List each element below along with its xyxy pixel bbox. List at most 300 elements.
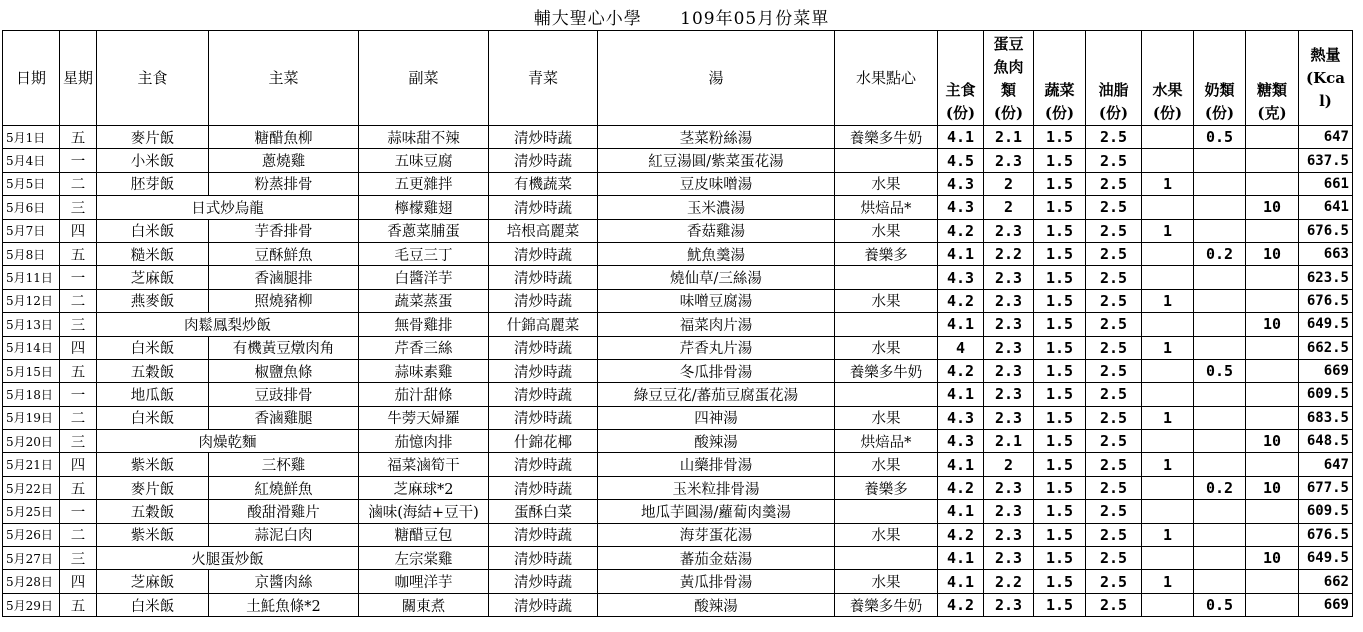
side-dish-cell: 五更雜拌 (359, 172, 489, 195)
protein-cell: 2 (984, 196, 1034, 219)
greens-cell: 清炒時蔬 (489, 242, 598, 265)
grains-cell: 4.5 (938, 149, 984, 172)
soup-cell: 芹香丸片湯 (598, 336, 835, 359)
staple-cell: 五穀飯 (97, 359, 209, 382)
side-dish-cell: 咖哩洋芋 (359, 570, 489, 593)
staple-cell: 麥片飯 (97, 476, 209, 499)
fruit-snack-cell: 養樂多 (835, 476, 938, 499)
date-cell: 5月11日 (3, 266, 60, 289)
oils-cell: 2.5 (1086, 570, 1142, 593)
header-sugar-line: 糖類 (1256, 81, 1287, 99)
greens-cell: 清炒時蔬 (489, 126, 598, 149)
weekday-cell: 五 (60, 359, 97, 382)
header-dairy-line: 奶類 (1204, 81, 1235, 99)
side-dish-cell: 芹香三絲 (359, 336, 489, 359)
header-grains-line: 主食 (945, 81, 976, 99)
table-row (3, 266, 1353, 289)
grains-cell: 4.2 (938, 523, 984, 546)
sugar-cell (1246, 453, 1299, 476)
protein-cell: 2.3 (984, 266, 1034, 289)
calories-cell: 676.5 (1299, 219, 1353, 242)
weekday-cell: 四 (60, 219, 97, 242)
soup-cell: 香菇雞湯 (598, 219, 835, 242)
vegetables-cell: 1.5 (1034, 242, 1086, 265)
side-dish-cell: 檸檬雞翅 (359, 196, 489, 219)
date-cell: 5月22日 (3, 476, 60, 499)
soup-cell: 四神湯 (598, 406, 835, 429)
fruit-snack-cell: 水果 (835, 406, 938, 429)
dairy-cell (1194, 219, 1246, 242)
oils-cell: 2.5 (1086, 126, 1142, 149)
soup-cell: 蕃茄金菇湯 (598, 547, 835, 570)
main-dish-cell: 三杯雞 (209, 453, 359, 476)
soup-cell: 玉米濃湯 (598, 196, 835, 219)
sugar-cell (1246, 523, 1299, 546)
weekday-cell: 四 (60, 570, 97, 593)
sugar-cell (1246, 500, 1299, 523)
date-cell: 5月1日 (3, 126, 60, 149)
vegetables-cell: 1.5 (1034, 172, 1086, 195)
soup-cell: 豆皮味噌湯 (598, 172, 835, 195)
soup-cell: 冬瓜排骨湯 (598, 359, 835, 382)
dairy-cell (1194, 313, 1246, 336)
sugar-cell (1246, 126, 1299, 149)
protein-cell: 2.3 (984, 523, 1034, 546)
protein-cell: 2 (984, 172, 1034, 195)
greens-cell: 什錦高麗菜 (489, 313, 598, 336)
fruits-cell: 1 (1142, 336, 1194, 359)
vegetables-cell: 1.5 (1034, 500, 1086, 523)
fruit-snack-cell: 養樂多 (835, 242, 938, 265)
header-fruit-snack: 水果點心 (835, 31, 938, 126)
protein-cell: 2.2 (984, 570, 1034, 593)
grains-cell: 4.2 (938, 476, 984, 499)
staple-cell: 紫米飯 (97, 453, 209, 476)
weekday-cell: 一 (60, 383, 97, 406)
greens-cell: 清炒時蔬 (489, 523, 598, 546)
side-dish-cell: 蔬菜蒸蛋 (359, 289, 489, 312)
calories-cell: 677.5 (1299, 476, 1353, 499)
greens-cell: 清炒時蔬 (489, 547, 598, 570)
main-dish-cell: 紅燒鮮魚 (209, 476, 359, 499)
weekday-cell: 二 (60, 406, 97, 429)
oils-cell: 2.5 (1086, 547, 1142, 570)
fruits-cell: 1 (1142, 406, 1194, 429)
calories-cell: 676.5 (1299, 289, 1353, 312)
table-row (3, 219, 1353, 242)
sugar-cell (1246, 289, 1299, 312)
soup-cell: 燒仙草/三絲湯 (598, 266, 835, 289)
header-calories-line: 熱量 (1310, 45, 1341, 64)
staple-main-cell: 肉鬆鳳梨炒飯 (97, 313, 359, 336)
protein-cell: 2.1 (984, 126, 1034, 149)
staple-cell: 糙米飯 (97, 242, 209, 265)
main-dish-cell: 酸甜滑雞片 (209, 500, 359, 523)
soup-cell: 綠豆豆花/蕃茄豆腐蛋花湯 (598, 383, 835, 406)
header-protein-line: 蛋豆 (993, 35, 1024, 53)
calories-cell: 669 (1299, 359, 1353, 382)
grains-cell: 4.2 (938, 219, 984, 242)
soup-cell: 茎菜粉絲湯 (598, 126, 835, 149)
greens-cell: 清炒時蔬 (489, 196, 598, 219)
header-grains (938, 31, 984, 126)
table-row (3, 289, 1353, 312)
fruit-snack-cell: 烘焙品* (835, 430, 938, 453)
table-row (3, 500, 1353, 523)
header-vegetables (1034, 31, 1086, 126)
fruit-snack-cell (835, 313, 938, 336)
staple-cell: 芝麻飯 (97, 266, 209, 289)
vegetables-cell: 1.5 (1034, 383, 1086, 406)
fruit-snack-cell: 水果 (835, 570, 938, 593)
grains-cell: 4.1 (938, 313, 984, 336)
weekday-cell: 三 (60, 313, 97, 336)
sugar-cell (1246, 383, 1299, 406)
vegetables-cell: 1.5 (1034, 430, 1086, 453)
greens-cell: 清炒時蔬 (489, 336, 598, 359)
dairy-cell: 0.5 (1194, 359, 1246, 382)
header-main-dish: 主菜 (209, 31, 359, 126)
fruits-cell: 1 (1142, 570, 1194, 593)
weekday-cell: 五 (60, 242, 97, 265)
protein-cell: 2.3 (984, 593, 1034, 616)
header-dairy (1194, 31, 1246, 126)
greens-cell: 清炒時蔬 (489, 289, 598, 312)
weekday-cell: 五 (60, 476, 97, 499)
calories-cell: 648.5 (1299, 430, 1353, 453)
side-dish-cell: 芝麻球*2 (359, 476, 489, 499)
dairy-cell (1194, 336, 1246, 359)
calories-cell: 676.5 (1299, 523, 1353, 546)
staple-main-cell: 日式炒烏龍 (97, 196, 359, 219)
grains-cell: 4.3 (938, 196, 984, 219)
protein-cell: 2.1 (984, 430, 1034, 453)
grains-cell: 4.2 (938, 359, 984, 382)
weekday-cell: 二 (60, 523, 97, 546)
staple-cell: 白米飯 (97, 336, 209, 359)
staple-cell: 麥片飯 (97, 126, 209, 149)
date-cell: 5月26日 (3, 523, 60, 546)
table-row (3, 453, 1353, 476)
staple-cell: 紫米飯 (97, 523, 209, 546)
fruits-cell (1142, 196, 1194, 219)
sugar-cell (1246, 406, 1299, 429)
vegetables-cell: 1.5 (1034, 547, 1086, 570)
soup-cell: 酸辣湯 (598, 593, 835, 616)
fruit-snack-cell: 水果 (835, 219, 938, 242)
header-side-dish: 副菜 (359, 31, 489, 126)
grains-cell: 4.3 (938, 430, 984, 453)
calories-cell: 663 (1299, 242, 1353, 265)
greens-cell: 培根高麗菜 (489, 219, 598, 242)
greens-cell: 清炒時蔬 (489, 383, 598, 406)
dairy-cell (1194, 570, 1246, 593)
date-cell: 5月25日 (3, 500, 60, 523)
vegetables-cell: 1.5 (1034, 219, 1086, 242)
header-calories-unit: l) (1319, 91, 1332, 110)
calories-cell: 641 (1299, 196, 1353, 219)
dairy-cell (1194, 196, 1246, 219)
staple-main-cell: 肉燥乾麵 (97, 430, 359, 453)
weekday-cell: 三 (60, 430, 97, 453)
sugar-cell: 10 (1246, 476, 1299, 499)
oils-cell: 2.5 (1086, 383, 1142, 406)
protein-cell: 2.3 (984, 383, 1034, 406)
greens-cell: 清炒時蔬 (489, 476, 598, 499)
staple-cell: 五穀飯 (97, 500, 209, 523)
header-oils (1086, 31, 1142, 126)
calories-cell: 661 (1299, 172, 1353, 195)
fruits-cell: 1 (1142, 219, 1194, 242)
staple-cell: 地瓜飯 (97, 383, 209, 406)
oils-cell: 2.5 (1086, 453, 1142, 476)
date-cell: 5月21日 (3, 453, 60, 476)
protein-cell: 2.3 (984, 219, 1034, 242)
soup-cell: 魷魚羹湯 (598, 242, 835, 265)
header-oils-unit: (份) (1098, 104, 1129, 122)
dairy-cell (1194, 406, 1246, 429)
header-protein (984, 31, 1034, 126)
sugar-cell (1246, 149, 1299, 172)
greens-cell: 清炒時蔬 (489, 359, 598, 382)
grains-cell: 4.1 (938, 242, 984, 265)
soup-cell: 紅豆湯圓/紫菜蛋花湯 (598, 149, 835, 172)
oils-cell: 2.5 (1086, 476, 1142, 499)
fruit-snack-cell (835, 266, 938, 289)
date-cell: 5月18日 (3, 383, 60, 406)
table-row (3, 149, 1353, 172)
table-row (3, 476, 1353, 499)
vegetables-cell: 1.5 (1034, 359, 1086, 382)
protein-cell: 2.3 (984, 476, 1034, 499)
fruits-cell: 1 (1142, 523, 1194, 546)
weekday-cell: 四 (60, 453, 97, 476)
main-dish-cell: 蒜泥白肉 (209, 523, 359, 546)
fruit-snack-cell: 養樂多牛奶 (835, 593, 938, 616)
grains-cell: 4.3 (938, 406, 984, 429)
grains-cell: 4.1 (938, 383, 984, 406)
weekday-cell: 二 (60, 289, 97, 312)
sugar-cell: 10 (1246, 313, 1299, 336)
fruit-snack-cell (835, 500, 938, 523)
grains-cell: 4.1 (938, 126, 984, 149)
staple-cell: 芝麻飯 (97, 570, 209, 593)
fruit-snack-cell (835, 547, 938, 570)
oils-cell: 2.5 (1086, 196, 1142, 219)
calories-cell: 649.5 (1299, 547, 1353, 570)
weekday-cell: 一 (60, 500, 97, 523)
main-dish-cell: 香滷腿排 (209, 266, 359, 289)
table-row (3, 126, 1353, 149)
table-row (3, 242, 1353, 265)
fruits-cell: 1 (1142, 172, 1194, 195)
vegetables-cell: 1.5 (1034, 126, 1086, 149)
dairy-cell (1194, 453, 1246, 476)
table-row (3, 313, 1353, 336)
table-row (3, 430, 1353, 453)
grains-cell: 4.2 (938, 593, 984, 616)
oils-cell: 2.5 (1086, 430, 1142, 453)
oils-cell: 2.5 (1086, 500, 1142, 523)
fruit-snack-cell: 水果 (835, 336, 938, 359)
main-dish-cell: 椒鹽魚條 (209, 359, 359, 382)
grains-cell: 4.1 (938, 547, 984, 570)
calories-cell: 647 (1299, 126, 1353, 149)
weekday-cell: 五 (60, 126, 97, 149)
weekday-cell: 三 (60, 196, 97, 219)
dairy-cell (1194, 500, 1246, 523)
side-dish-cell: 茄憶肉排 (359, 430, 489, 453)
dairy-cell (1194, 266, 1246, 289)
dairy-cell (1194, 430, 1246, 453)
header-fruits (1142, 31, 1194, 126)
vegetables-cell: 1.5 (1034, 313, 1086, 336)
grains-cell: 4.1 (938, 500, 984, 523)
fruits-cell (1142, 313, 1194, 336)
sugar-cell (1246, 359, 1299, 382)
fruit-snack-cell: 水果 (835, 453, 938, 476)
side-dish-cell: 福菜滷筍干 (359, 453, 489, 476)
calories-cell: 662.5 (1299, 336, 1353, 359)
greens-cell: 蛋酥白菜 (489, 500, 598, 523)
main-dish-cell: 京醬肉絲 (209, 570, 359, 593)
header-fruits-line: 水果 (1152, 81, 1183, 99)
date-cell: 5月14日 (3, 336, 60, 359)
header-date: 日期 (3, 31, 60, 126)
grains-cell: 4.2 (938, 289, 984, 312)
dairy-cell (1194, 289, 1246, 312)
sugar-cell (1246, 172, 1299, 195)
date-cell: 5月6日 (3, 196, 60, 219)
table-row (3, 593, 1353, 616)
greens-cell: 清炒時蔬 (489, 593, 598, 616)
calories-cell: 683.5 (1299, 406, 1353, 429)
fruits-cell (1142, 359, 1194, 382)
header-vegetables-line: 蔬菜 (1044, 81, 1075, 99)
calories-cell: 647 (1299, 453, 1353, 476)
sugar-cell (1246, 336, 1299, 359)
table-row (3, 196, 1353, 219)
date-cell: 5月29日 (3, 593, 60, 616)
sugar-cell (1246, 593, 1299, 616)
fruits-cell (1142, 430, 1194, 453)
main-dish-cell: 粉蒸排骨 (209, 172, 359, 195)
main-dish-cell: 糖醋魚柳 (209, 126, 359, 149)
main-dish-cell: 芋香排骨 (209, 219, 359, 242)
sugar-cell: 10 (1246, 430, 1299, 453)
side-dish-cell: 茄汁甜條 (359, 383, 489, 406)
header-oils-line: 油脂 (1098, 81, 1129, 99)
weekday-cell: 二 (60, 172, 97, 195)
soup-cell: 山藥排骨湯 (598, 453, 835, 476)
header-soup: 湯 (598, 31, 835, 126)
fruit-snack-cell: 水果 (835, 172, 938, 195)
page-title: 輔大聖心小學 109年05月份菜單 (533, 9, 830, 29)
oils-cell: 2.5 (1086, 149, 1142, 172)
header-fruits-unit: (份) (1152, 104, 1183, 122)
grains-cell: 4.1 (938, 570, 984, 593)
main-dish-cell: 照燒豬柳 (209, 289, 359, 312)
protein-cell: 2.3 (984, 406, 1034, 429)
soup-cell: 福菜肉片湯 (598, 313, 835, 336)
fruits-cell (1142, 126, 1194, 149)
protein-cell: 2.3 (984, 500, 1034, 523)
oils-cell: 2.5 (1086, 406, 1142, 429)
protein-cell: 2.3 (984, 336, 1034, 359)
fruits-cell (1142, 476, 1194, 499)
fruits-cell: 1 (1142, 289, 1194, 312)
sugar-cell (1246, 570, 1299, 593)
date-cell: 5月27日 (3, 547, 60, 570)
side-dish-cell: 蒜味素雞 (359, 359, 489, 382)
side-dish-cell: 蒜味甜不辣 (359, 126, 489, 149)
side-dish-cell: 毛豆三丁 (359, 242, 489, 265)
fruits-cell (1142, 149, 1194, 172)
fruit-snack-cell: 養樂多牛奶 (835, 126, 938, 149)
weekday-cell: 五 (60, 593, 97, 616)
greens-cell: 清炒時蔬 (489, 149, 598, 172)
fruits-cell (1142, 547, 1194, 570)
date-cell: 5月5日 (3, 172, 60, 195)
staple-cell: 白米飯 (97, 593, 209, 616)
oils-cell: 2.5 (1086, 219, 1142, 242)
table-row (3, 547, 1353, 570)
oils-cell: 2.5 (1086, 242, 1142, 265)
oils-cell: 2.5 (1086, 593, 1142, 616)
fruit-snack-cell (835, 149, 938, 172)
protein-cell: 2.3 (984, 313, 1034, 336)
protein-cell: 2.3 (984, 149, 1034, 172)
main-dish-cell: 豆酥鮮魚 (209, 242, 359, 265)
oils-cell: 2.5 (1086, 523, 1142, 546)
fruit-snack-cell: 水果 (835, 289, 938, 312)
sugar-cell: 10 (1246, 196, 1299, 219)
side-dish-cell: 左宗棠雞 (359, 547, 489, 570)
oils-cell: 2.5 (1086, 313, 1142, 336)
greens-cell: 清炒時蔬 (489, 453, 598, 476)
fruits-cell (1142, 383, 1194, 406)
dairy-cell: 0.5 (1194, 593, 1246, 616)
main-dish-cell: 土魠魚條*2 (209, 593, 359, 616)
table-row (3, 406, 1353, 429)
table-row (3, 570, 1353, 593)
table-row (3, 523, 1353, 546)
fruits-cell (1142, 242, 1194, 265)
fruits-cell (1142, 593, 1194, 616)
date-cell: 5月28日 (3, 570, 60, 593)
weekday-cell: 一 (60, 149, 97, 172)
dairy-cell (1194, 523, 1246, 546)
protein-cell: 2.2 (984, 242, 1034, 265)
grains-cell: 4.3 (938, 266, 984, 289)
protein-cell: 2.3 (984, 289, 1034, 312)
fruits-cell (1142, 500, 1194, 523)
oils-cell: 2.5 (1086, 336, 1142, 359)
staple-cell: 小米飯 (97, 149, 209, 172)
header-greens: 青菜 (489, 31, 598, 126)
sugar-cell: 10 (1246, 547, 1299, 570)
header-protein-line: 魚肉 (993, 58, 1024, 76)
greens-cell: 什錦花椰 (489, 430, 598, 453)
date-cell: 5月12日 (3, 289, 60, 312)
table-row (3, 172, 1353, 195)
header-protein-unit: (份) (993, 104, 1024, 122)
main-dish-cell: 香滷雞腿 (209, 406, 359, 429)
header-sugar-unit: (克) (1257, 104, 1287, 122)
menu-body (3, 126, 1353, 617)
date-cell: 5月8日 (3, 242, 60, 265)
protein-cell: 2.3 (984, 359, 1034, 382)
